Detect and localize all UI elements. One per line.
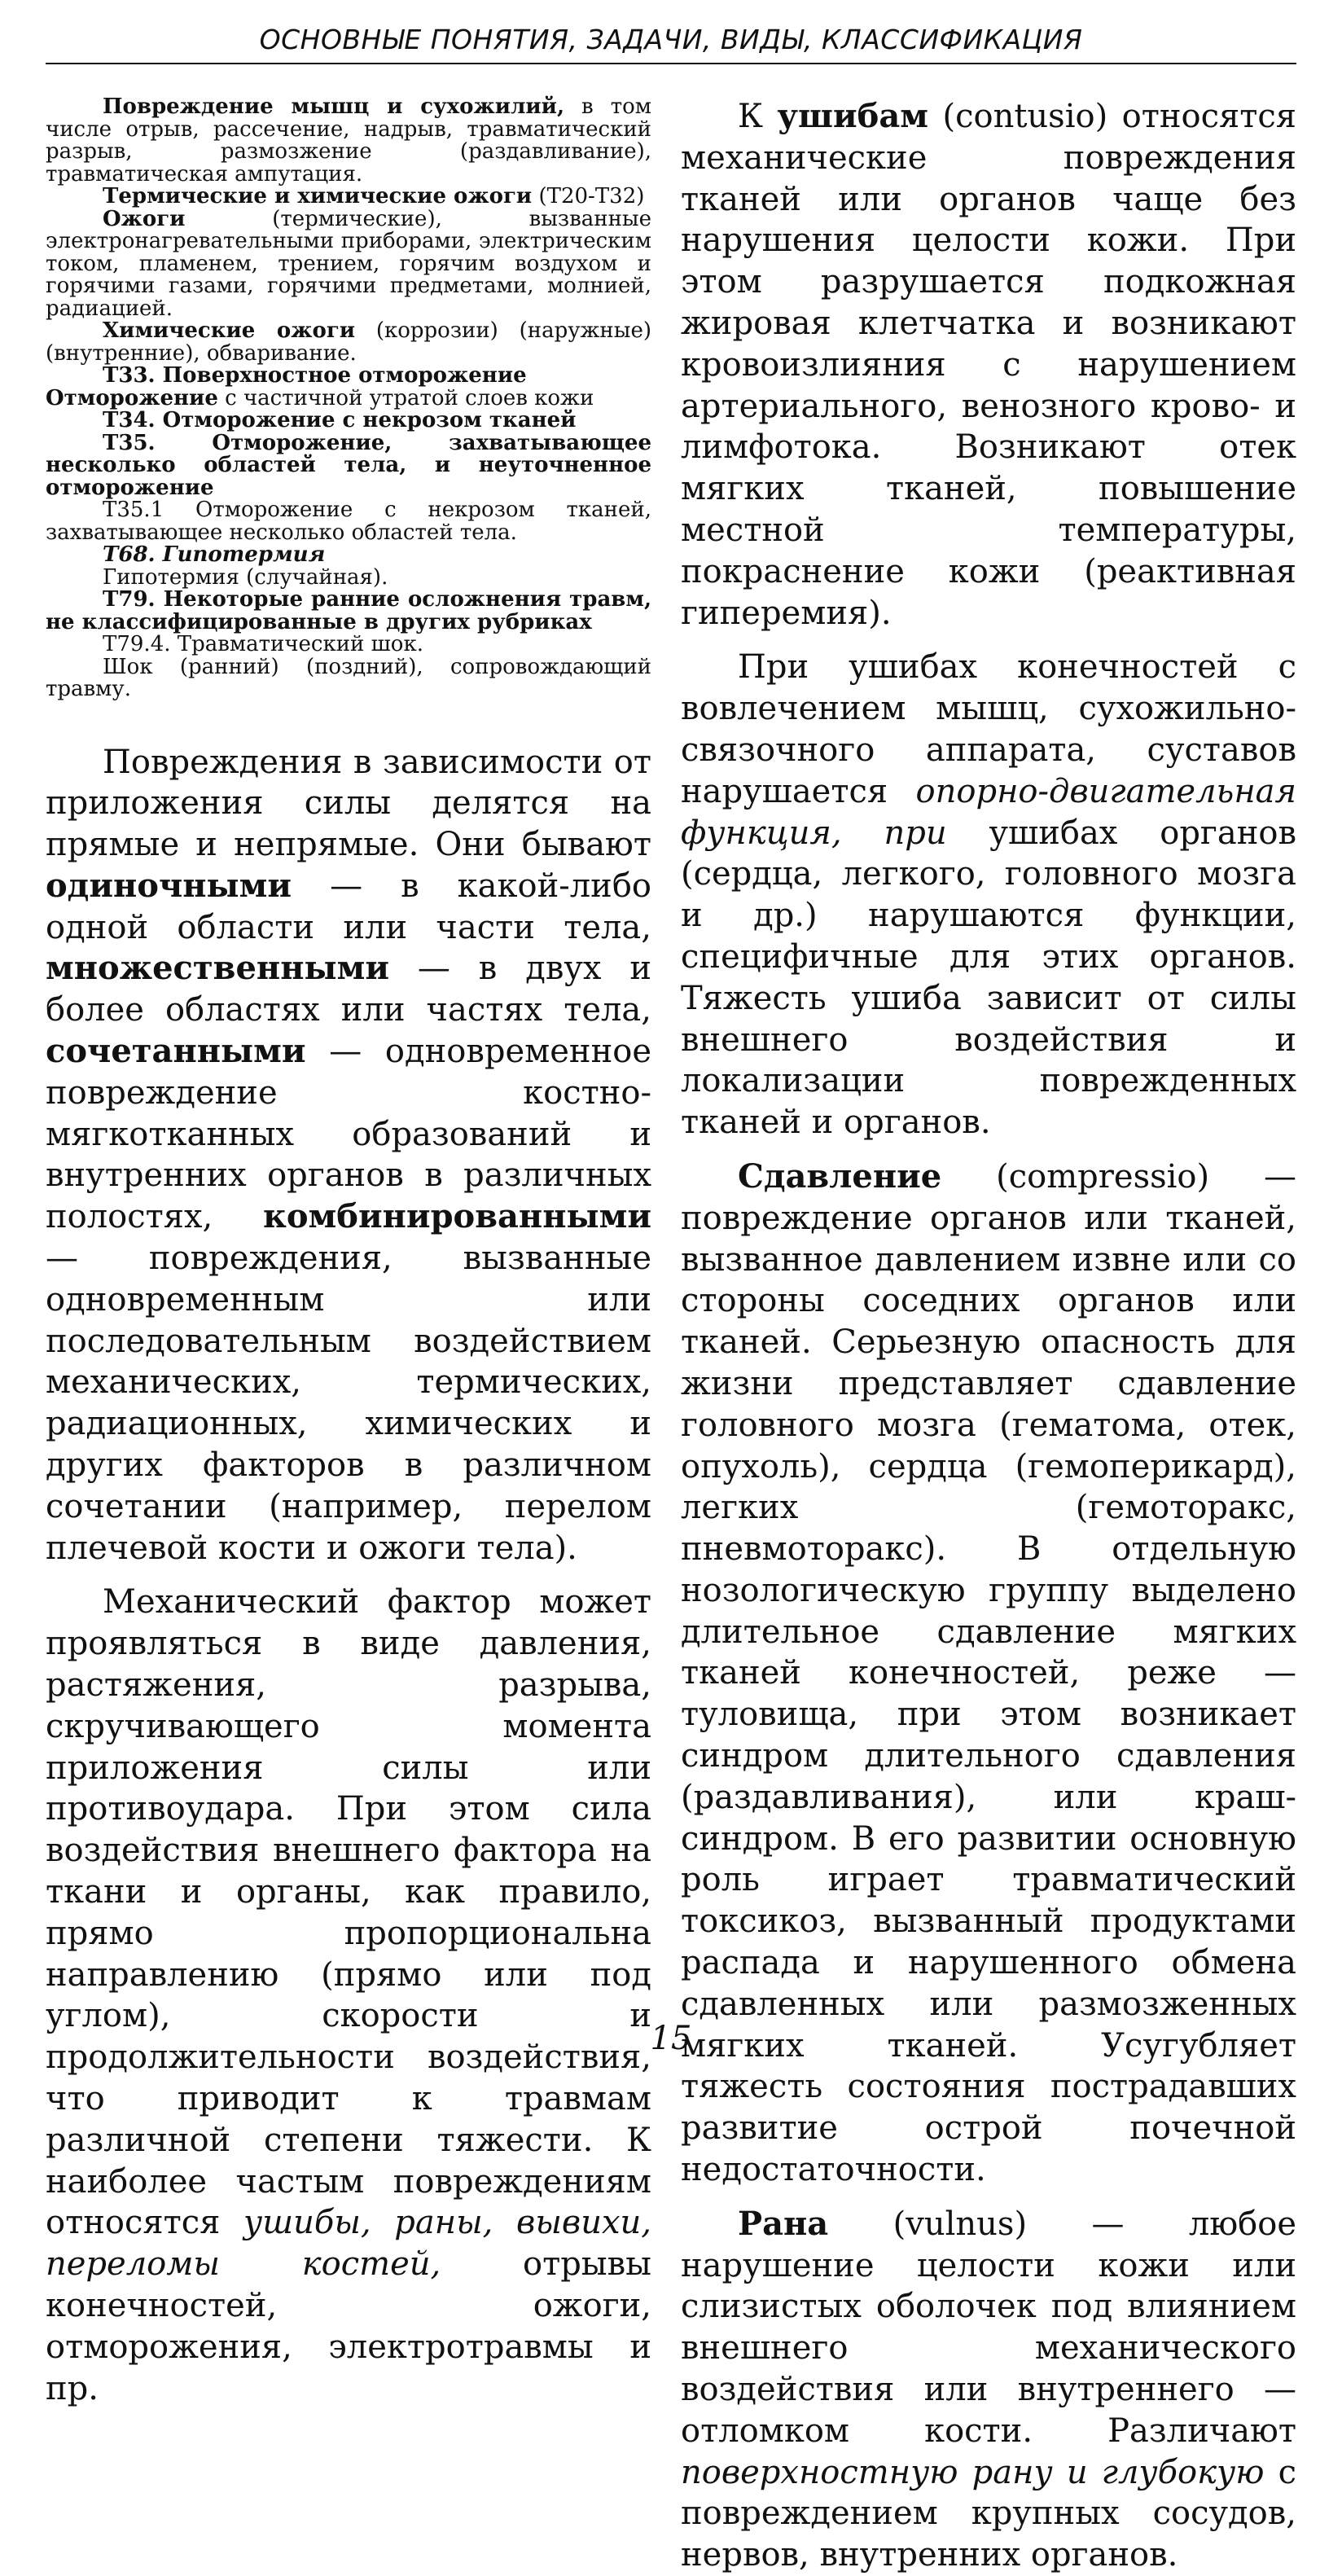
icd-entry: Химические ожоги (коррозии) (наружные) (внутренние), обваривание. [46, 318, 651, 366]
icd-entry: Отморожение с частичной утратой слоев кожи [46, 385, 594, 410]
paragraph-compression: Сдавление (compressio) — повреждение органов или тканей, вызванное давлением извне или со стороны соседних органов или тканей. Серьезную опасность для жизни представляет сдавление головного мозга (гематома, отек, опухоль), сердца (гемоперикард), легких (гемоторакс, пневмоторакс). В отдельную нозологическую группу выделено длительное сдавление мягких тканей конечностей, реже — туловища, при этом возникает синдром длительного сдавления (раздавливания), или краш-синдром. В его развитии основную роль играет травматический токсикоз, вызванный продуктами распада и нарушенного обмена сдавленных или размозженных мягких тканей. Усугубляет тяжесть состояния пострадавших развитие острой почечной недостаточности. [681, 1156, 1296, 2189]
paragraph-limb-contusions: При ушибах конечностей с вовлечением мышц, сухожильно-связочного аппарата, суставов нарушается опорно-двигательная функция, при ушибах органов (сердца, легкого, головного мозга и др.) нарушаются функции, специфичные для этих органов. Тяжесть ушиба зависит от силы внешнего воздействия и локализации поврежденных тканей и органов. [681, 648, 1296, 1142]
icd-entry: Ожоги (термические), вызванные электронагревательными приборами, электрическим током, пламенем, трением, горячим воздухом и горячими газами, горячими предметами, молнией, радиацией. [46, 206, 651, 321]
icd-entry: Т68. Гипотермия [103, 542, 326, 567]
icd-entry: Т34. Отморожение с некрозом тканей [103, 408, 577, 432]
page-number: 15 [650, 2020, 692, 2057]
left-column [46, 96, 651, 2409]
right-column [681, 96, 1296, 2576]
icd-entry: Т35.1 Отморожение с некрозом тканей, захватывающее несколько областей тела. [46, 498, 651, 545]
icd-entry: Т79.4. Травматический шок. [103, 632, 423, 656]
paragraph-wound: Рана (vulnus) — любое нарушение целости кожи или слизистых оболочек под влиянием внешнего механического воздействия или внутреннего — отломком кости. Различают поверхностную рану и глубокую с повреждением крупных сосудов, нервов, внутренних органов. [681, 2204, 1296, 2574]
right-body-text [681, 96, 1296, 2576]
icd-entry: Т35. Отморожение, захватывающее несколько областей тела, и неуточненное отморожение [46, 430, 651, 500]
header-rule [46, 63, 1296, 64]
icd-entry: Шок (ранний) (поздний), сопровождающий травму. [46, 654, 651, 701]
icd-entry: Повреждение мышц и сухожилий, в том числе отрыв, рассечение, надрыв, травматический разрыв, размозжение (раздавливание), травматическая ампутация. [46, 94, 651, 187]
paragraph-mechanical-factor: Механический фактор может проявляться в виде давления, растяжения, разрыва, скручивающего момента приложения силы или противоудара. При этом сила воздействия внешнего фактора на ткани и органы, как правило, прямо пропорциональна направлению (прямо или под углом), скорости и продолжительности воздействия, что приводит к травмам различной степени тяжести. К наиболее частым повреждениям относятся ушибы, раны, вывихи, переломы костей, отрывы конечностей, ожоги, отморожения, электротравмы и пр. [46, 1583, 651, 2407]
paragraph-injury-types: Повреждения в зависимости от приложения силы делятся на прямые и непрямые. Они бывают одиночными — в какой-либо одной области или части тела, множественными — в двух и более областях или частях тела, сочетанными — одновременное повреждение костно-мягкотканных образований и внутренних органов в различных полостях, комбинированными — повреждения, вызванные одновременным или последовательным воздействием механических, термических, радиационных, химических и других факторов в различном сочетании (например, перелом плечевой кости и ожоги тела). [46, 743, 651, 1567]
left-body-text [46, 742, 651, 2410]
paragraph-contusions: К ушибам (contusio) относятся механические повреждения тканей или органов чаще без нарушения целости кожи. При этом разрушается подкожная жировая клетчатка и возникают кровоизлияния с нарушением артериального, венозного крово- и лимфотока. Возникают отек мягких тканей, повышение местной температуры, покраснение кожи (реактивная гиперемия). [681, 97, 1297, 632]
icd-entry: Термические и химические ожоги (Т20-Т32) [103, 184, 645, 208]
icd-entry: Гипотермия (случайная). [103, 564, 388, 590]
icd-classification-block [46, 96, 651, 701]
icd-entry: Т79. Некоторые ранние осложнения травм, не классифицированные в других рубриках [46, 587, 651, 634]
running-header: ОСНОВНЫЕ ПОНЯТИЯ, ЗАДАЧИ, ВИДЫ, КЛАССИФИКАЦИЯ [259, 24, 1083, 55]
icd-entry: Т33. Поверхностное отморожение [103, 363, 527, 388]
